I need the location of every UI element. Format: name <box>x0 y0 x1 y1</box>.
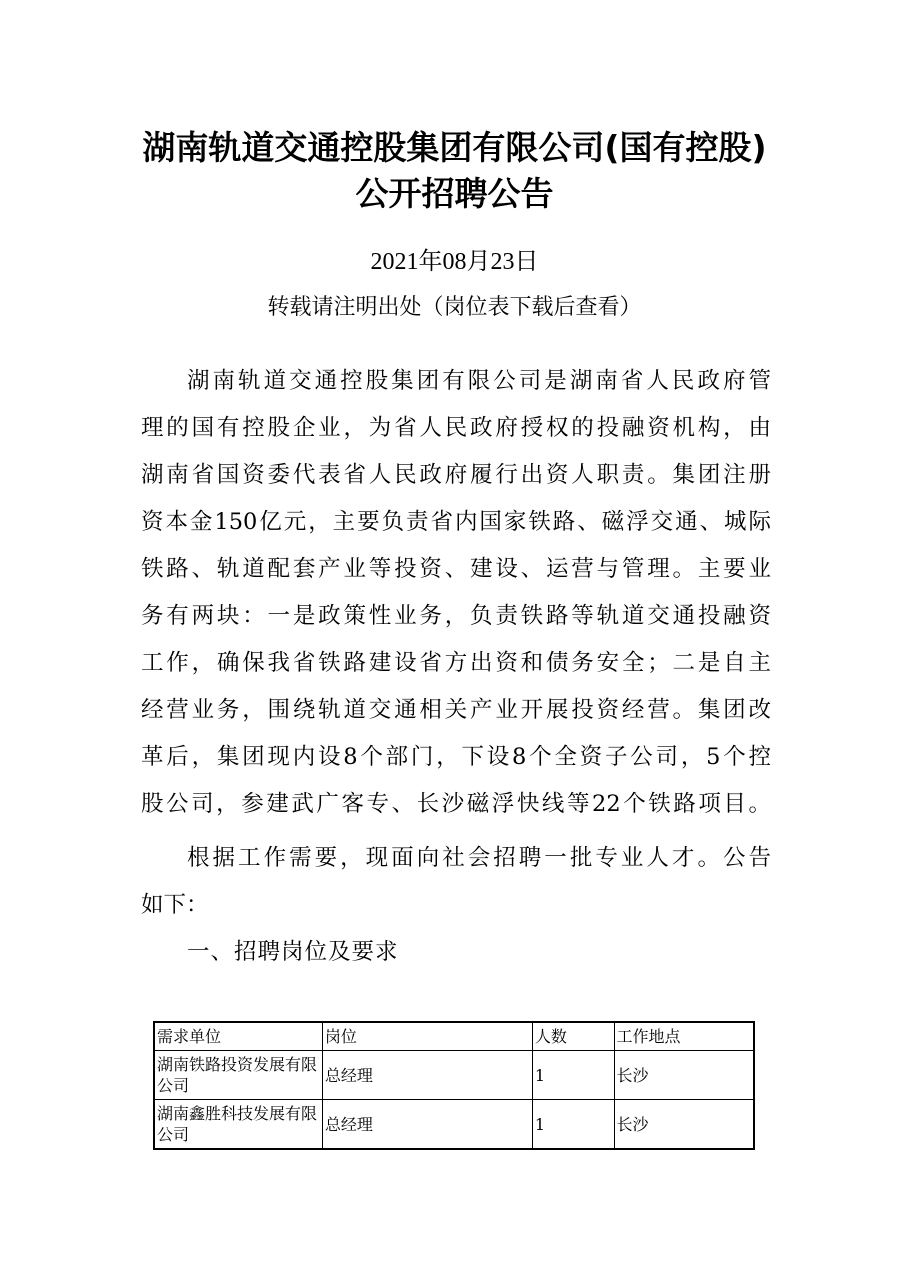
paragraph-1-line: 工作，确保我省铁路建设省方出资和债务安全；二是自主 <box>141 650 771 676</box>
table-header-cell: 工作地点 <box>614 1022 754 1051</box>
reprint-note: 转载请注明出处（岗位表下载后查看） <box>267 295 642 320</box>
paragraph-1-line: 经营业务，围绕轨道交通相关产业开展投资经营。集团改 <box>141 697 771 723</box>
table-cell-count: 1 <box>532 1100 614 1150</box>
table-cell-count: 1 <box>532 1051 614 1100</box>
table-header-row <box>154 1022 754 1051</box>
section-heading: 一、招聘岗位及要求 <box>187 939 399 965</box>
paragraph-2-line: 如下： <box>141 892 209 918</box>
document-title-line-2: 公开招聘公告 <box>355 174 554 213</box>
paragraph-1-line: 湖南轨道交通控股集团有限公司是湖南省人民政府管 <box>187 368 771 394</box>
paragraph-1-line: 理的国有控股企业，为省人民政府授权的投融资机构，由 <box>141 415 771 441</box>
table-row <box>154 1100 754 1150</box>
publish-date: 2021年08月23日 <box>370 249 539 275</box>
table-row <box>154 1051 754 1100</box>
paragraph-1-line: 资本金150亿元，主要负责省内国家铁路、磁浮交通、城际 <box>141 509 771 535</box>
table-cell-position: 总经理 <box>322 1100 532 1150</box>
paragraph-1-line: 铁路、轨道配套产业等投资、建设、运营与管理。主要业 <box>141 556 771 582</box>
table-cell-position: 总经理 <box>322 1051 532 1100</box>
paragraph-1-line: 湖南省国资委代表省人民政府履行出资人职责。集团注册 <box>141 462 771 488</box>
table-header-cell: 需求单位 <box>154 1022 322 1051</box>
paragraph-1-line: 股公司，参建武广客专、长沙磁浮快线等22个铁路项目。 <box>141 791 771 817</box>
table-header-cell: 人数 <box>532 1022 614 1051</box>
table-cell-unit: 湖南铁路投资发展有限公司 <box>154 1051 322 1100</box>
table-cell-unit: 湖南鑫胜科技发展有限公司 <box>154 1100 322 1150</box>
table-cell-location: 长沙 <box>614 1051 754 1100</box>
paragraph-1-line: 务有两块：一是政策性业务，负责铁路等轨道交通投融资 <box>141 603 771 629</box>
table-cell-location: 长沙 <box>614 1100 754 1150</box>
document-title-line-1: 湖南轨道交通控股集团有限公司(国有控股) <box>142 128 767 167</box>
paragraph-1-line: 革后，集团现内设8个部门，下设8个全资子公司，5个控 <box>141 744 771 770</box>
paragraph-2-line: 根据工作需要，现面向社会招聘一批专业人才。公告 <box>187 845 771 871</box>
positions-table <box>153 1021 755 1150</box>
table-header-cell: 岗位 <box>322 1022 532 1051</box>
